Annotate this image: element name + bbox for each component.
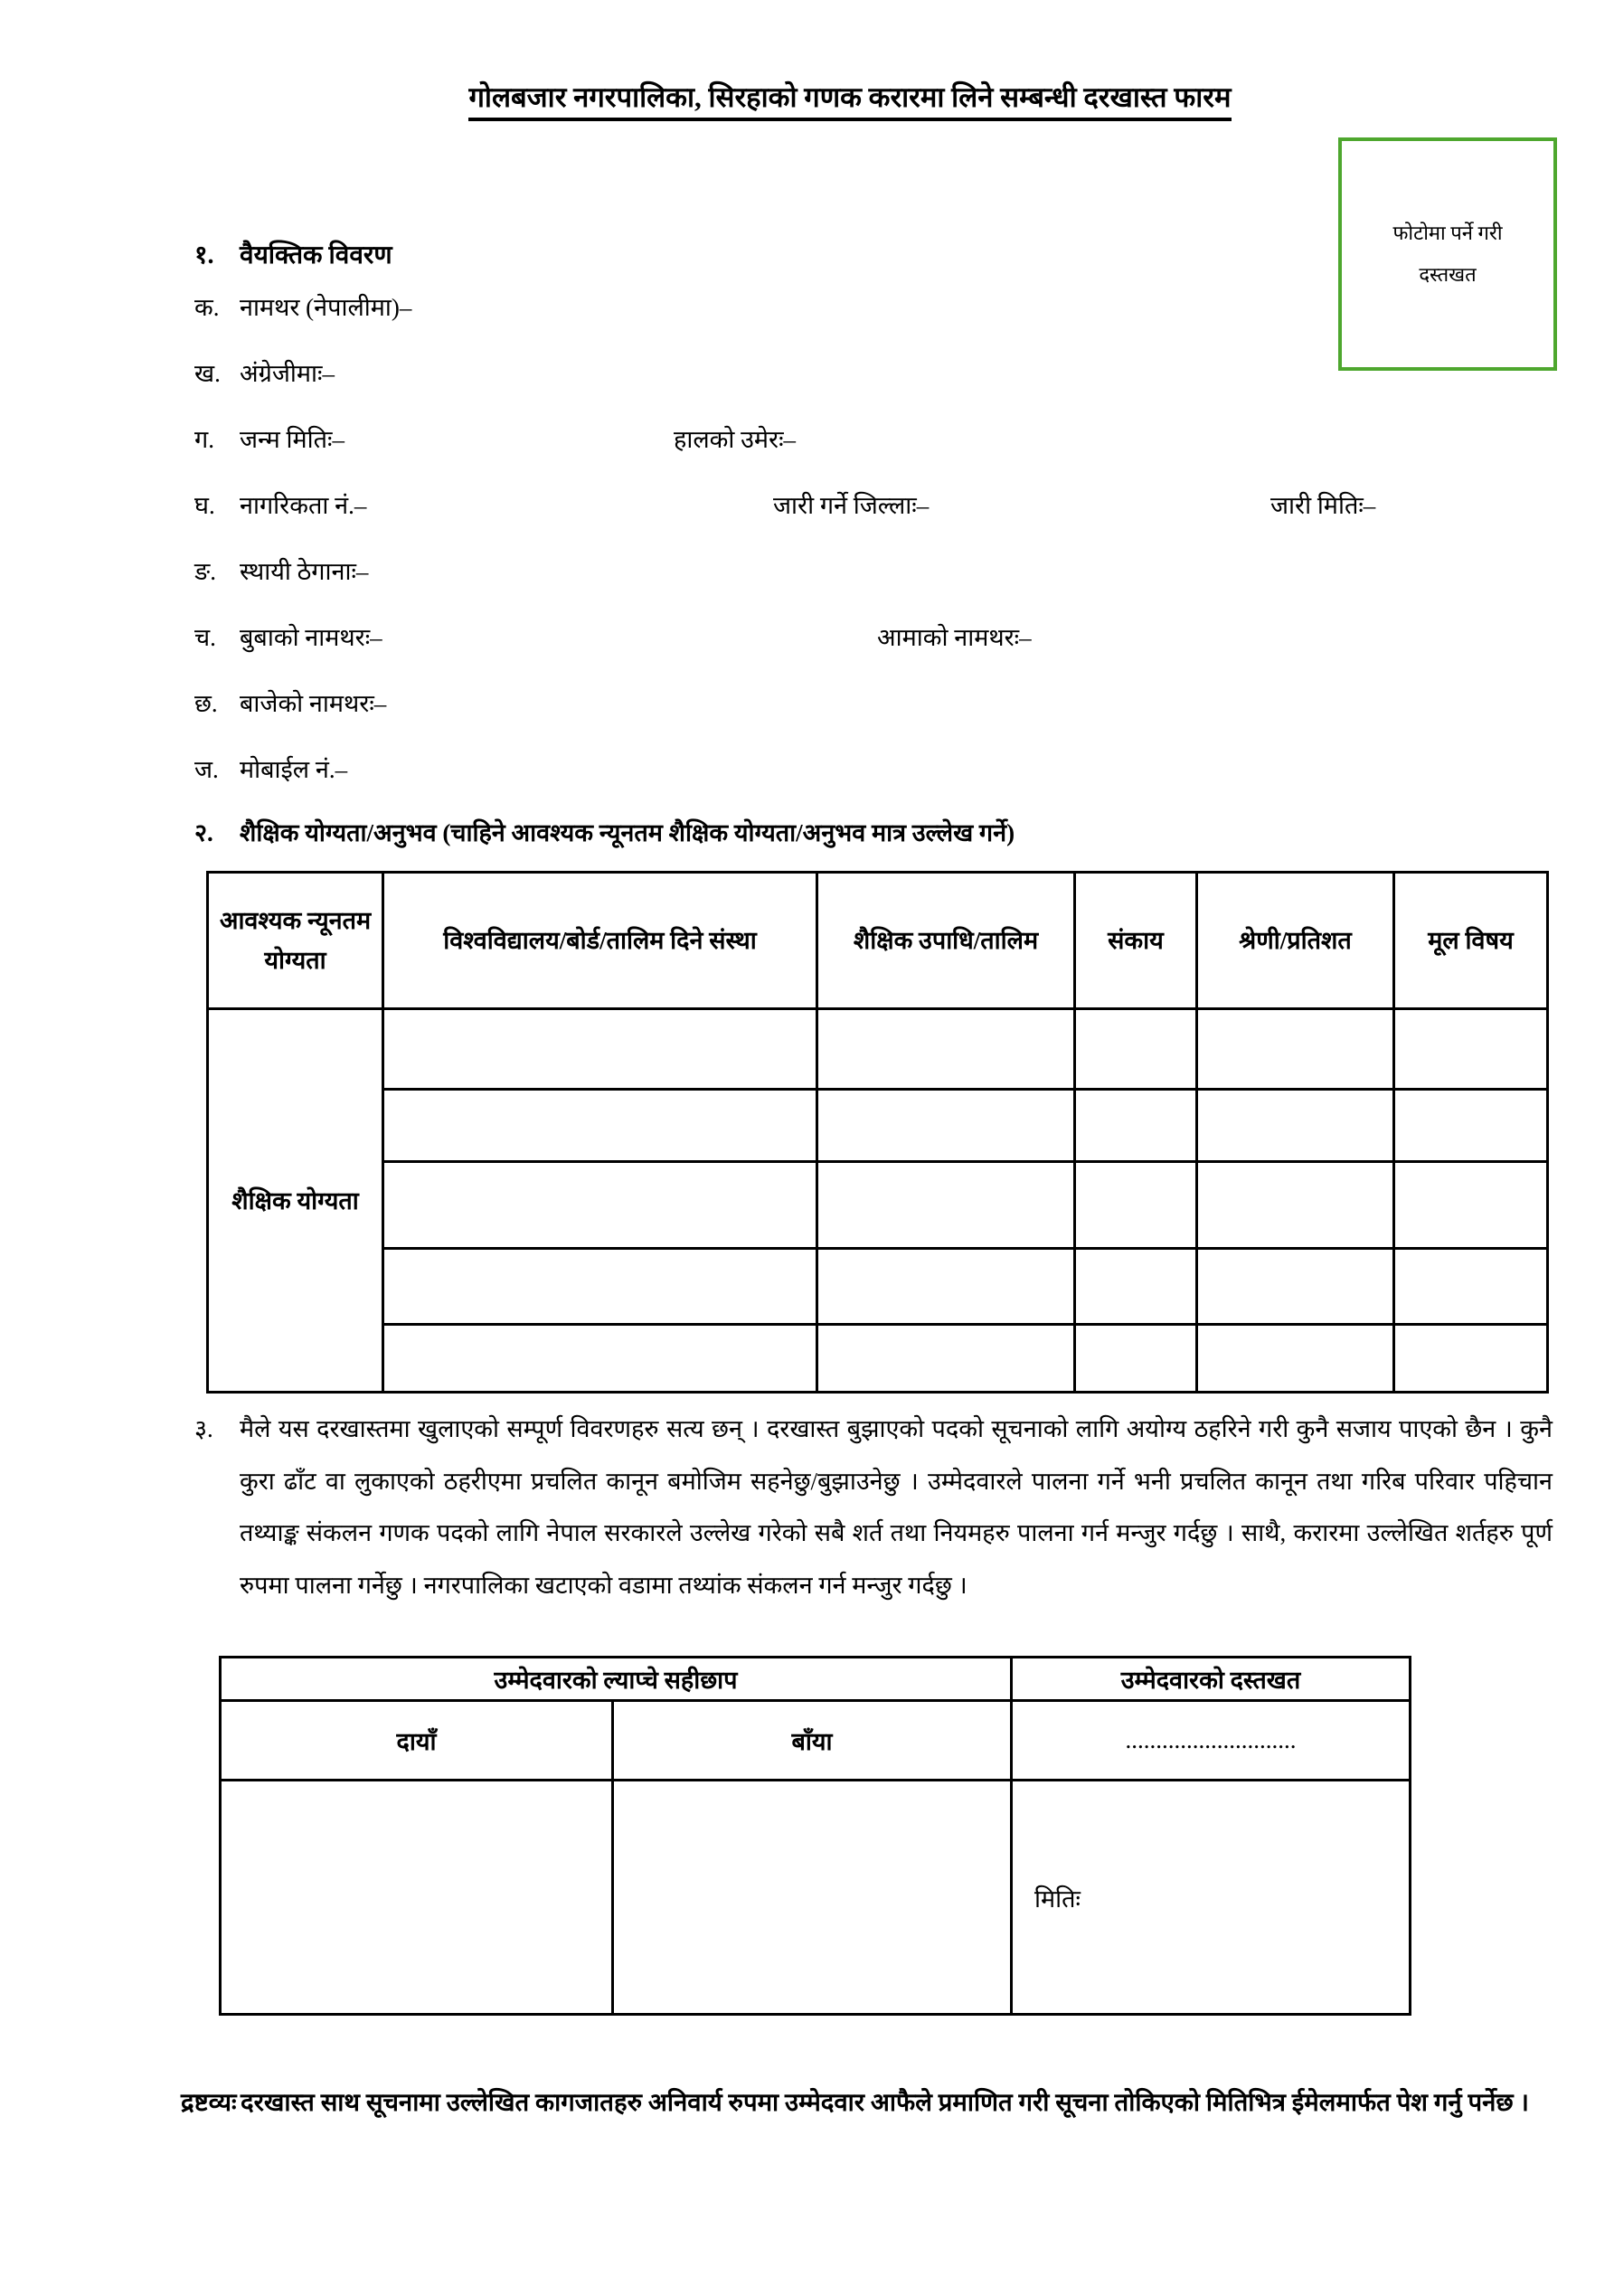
right-thumbprint-cell xyxy=(221,1781,613,2015)
edu-empty-cell xyxy=(1075,1009,1197,1090)
personal-row-ga xyxy=(0,421,1614,476)
footer-note xyxy=(181,2076,1570,2129)
edu-empty-cell xyxy=(817,1009,1075,1090)
left-thumb-label: बाँया xyxy=(613,1701,1012,1781)
row-letter: ग. xyxy=(194,426,214,453)
signature-header-cell: उम्मेदवारको दस्तखत xyxy=(1012,1658,1411,1701)
edu-empty-cell xyxy=(1197,1009,1394,1090)
field-issue-date: जारी मितिः– xyxy=(1270,492,1376,519)
education-row xyxy=(208,1009,1548,1090)
field-citizenship-no: नागरिकता नं.– xyxy=(240,492,367,519)
page-title-text: गोलबजार नगरपालिका, सिरहाको गणक करारमा लिने सम्बन्धी दरखास्त फारम xyxy=(468,81,1231,121)
personal-row-cha xyxy=(0,619,1614,674)
section-1-number: १. xyxy=(194,241,214,269)
row-letter: ज. xyxy=(194,756,219,783)
thumbprint-header-cell: उम्मेदवारको ल्याप्चे सहीछाप xyxy=(221,1658,1012,1701)
personal-row-ka xyxy=(0,289,1614,344)
field-permanent-address: स्थायी ठेगानाः– xyxy=(240,558,369,585)
edu-empty-cell xyxy=(817,1090,1075,1162)
edu-empty-cell xyxy=(1197,1325,1394,1393)
edu-empty-cell xyxy=(383,1090,817,1162)
personal-row-kha xyxy=(0,355,1614,410)
edu-header-required-qualification: आवश्यक न्यूनतम योग्यता xyxy=(208,873,383,1009)
right-thumb-label: दायाँ xyxy=(221,1701,613,1781)
education-table xyxy=(206,871,1549,1394)
thumb-label-row xyxy=(221,1701,1411,1781)
edu-empty-cell xyxy=(1394,1162,1548,1249)
field-name-nepali: नामथर (नेपालीमा)– xyxy=(240,294,412,321)
edu-empty-cell xyxy=(383,1009,817,1090)
section-1-heading xyxy=(194,237,1515,271)
edu-empty-cell xyxy=(817,1162,1075,1249)
field-mother-name: आमाको नामथरः– xyxy=(877,624,1032,651)
field-current-age: हालको उमेरः– xyxy=(674,426,797,453)
edu-header-main-subject: मूल विषय xyxy=(1394,873,1548,1009)
field-birth-date: जन्म मितिः– xyxy=(240,426,345,453)
row-letter: च. xyxy=(194,624,216,651)
edu-empty-cell xyxy=(1197,1090,1394,1162)
personal-row-gha xyxy=(0,487,1614,542)
edu-empty-cell xyxy=(1075,1325,1197,1393)
section-2-heading xyxy=(194,815,1515,848)
edu-empty-cell xyxy=(1197,1249,1394,1325)
edu-empty-cell xyxy=(817,1249,1075,1325)
note-label: द्रष्टव्यः xyxy=(181,2088,237,2116)
education-row xyxy=(208,1325,1548,1393)
row-letter: घ. xyxy=(194,492,215,519)
edu-row-label: शैक्षिक योग्यता xyxy=(208,1009,383,1393)
edu-header-faculty: संकाय xyxy=(1075,873,1197,1009)
edu-empty-cell xyxy=(1394,1325,1548,1393)
edu-empty-cell xyxy=(1075,1090,1197,1162)
edu-empty-cell xyxy=(1394,1009,1548,1090)
edu-header-degree-training: शैक्षिक उपाधि/तालिम xyxy=(817,873,1075,1009)
edu-empty-cell xyxy=(1394,1249,1548,1325)
edu-empty-cell xyxy=(1394,1090,1548,1162)
section-3-number: ३. xyxy=(194,1415,213,1442)
edu-empty-cell xyxy=(383,1249,817,1325)
edu-empty-cell xyxy=(817,1325,1075,1393)
section-2-title: शैक्षिक योग्यता/अनुभव (चाहिने आवश्यक न्यूनतम शैक्षिक योग्यता/अनुभव मात्र उल्लेख गर्ने) xyxy=(240,819,1015,846)
field-mobile-no: मोबाईल नं.– xyxy=(240,756,348,783)
field-name-english: अंग्रेजीमाः– xyxy=(240,360,335,387)
education-row xyxy=(208,1162,1548,1249)
education-header-row xyxy=(208,873,1548,1009)
field-grandfather-name: बाजेको नामथरः– xyxy=(240,690,387,717)
row-letter: क. xyxy=(194,294,220,321)
personal-row-ja xyxy=(0,751,1614,806)
declaration-text: मैले यस दरखास्तमा खुलाएको सम्पूर्ण विवरणहरु सत्य छन् । दरखास्त बुझाएको पदको सूचनाको लागि अयोग्य ठहरिने गरी कुनै सजाय पाएको छैन । कुनै कुरा ढाँट वा लुकाएको ठहरीएमा प्रचलित कानून बमोजिम सहनेछु/बुझाउनेछु । उम्मेदवारले पालना गर्ने भनी प्रचलित कानून तथा गरिब परिवार पहिचान तथ्याङ्क संकलन गणक पदको लागि नेपाल सरकारले उल्लेख गरेको सबै शर्त तथा नियमहरु पालना गर्न मन्जुर गर्दछु । साथै, करारमा उल्लेखित शर्तहरु पूर्ण रुपमा पालना गर्नेछु । नगरपालिका खटाएको वडामा तथ्यांक संकलन गर्न मन्जुर गर्दछु । xyxy=(240,1415,1553,1599)
edu-empty-cell xyxy=(1197,1162,1394,1249)
field-father-name: बुबाको नामथरः– xyxy=(240,624,382,651)
edu-header-institution: विश्वविद्यालय/बोर्ड/तालिम दिने संस्था xyxy=(383,873,817,1009)
row-letter: ख. xyxy=(194,360,221,387)
edu-empty-cell xyxy=(1075,1249,1197,1325)
thumbprint-row xyxy=(221,1781,1411,2015)
left-thumbprint-cell xyxy=(613,1781,1012,2015)
signature-header-row xyxy=(221,1658,1411,1701)
signature-dotted-line: ............................ xyxy=(1012,1701,1411,1781)
page-title xyxy=(181,78,1519,116)
photo-box-line1: फोटोमा पर्ने गरी xyxy=(1392,222,1503,244)
section-3-declaration xyxy=(194,1403,1553,1611)
signature-table xyxy=(219,1656,1411,2016)
edu-empty-cell xyxy=(1075,1162,1197,1249)
education-row xyxy=(208,1090,1548,1162)
education-row xyxy=(208,1249,1548,1325)
photo-box-line2: दस्तखत xyxy=(1419,263,1477,286)
row-letter: ङ. xyxy=(194,558,216,585)
personal-row-chha xyxy=(0,685,1614,740)
section-2-number: २. xyxy=(194,819,213,846)
edu-empty-cell xyxy=(383,1162,817,1249)
field-issuing-district: जारी गर्ने जिल्लाः– xyxy=(773,492,930,519)
section-1-title: वैयक्तिक विवरण xyxy=(240,241,392,269)
personal-row-nga xyxy=(0,553,1614,608)
note-text: दरखास्त साथ सूचनामा उल्लेखित कागजातहरु अनिवार्य रुपमा उम्मेदवार आफैले प्रमाणित गरी सूचना तोकिएको मितिभित्र ईमेलमार्फत पेश गर्नु पर्नेछ । xyxy=(241,2088,1529,2116)
edu-header-division-percent: श्रेणी/प्रतिशत xyxy=(1197,873,1394,1009)
date-label-cell: मितिः xyxy=(1012,1781,1411,2015)
edu-empty-cell xyxy=(383,1325,817,1393)
row-letter: छ. xyxy=(194,690,218,717)
